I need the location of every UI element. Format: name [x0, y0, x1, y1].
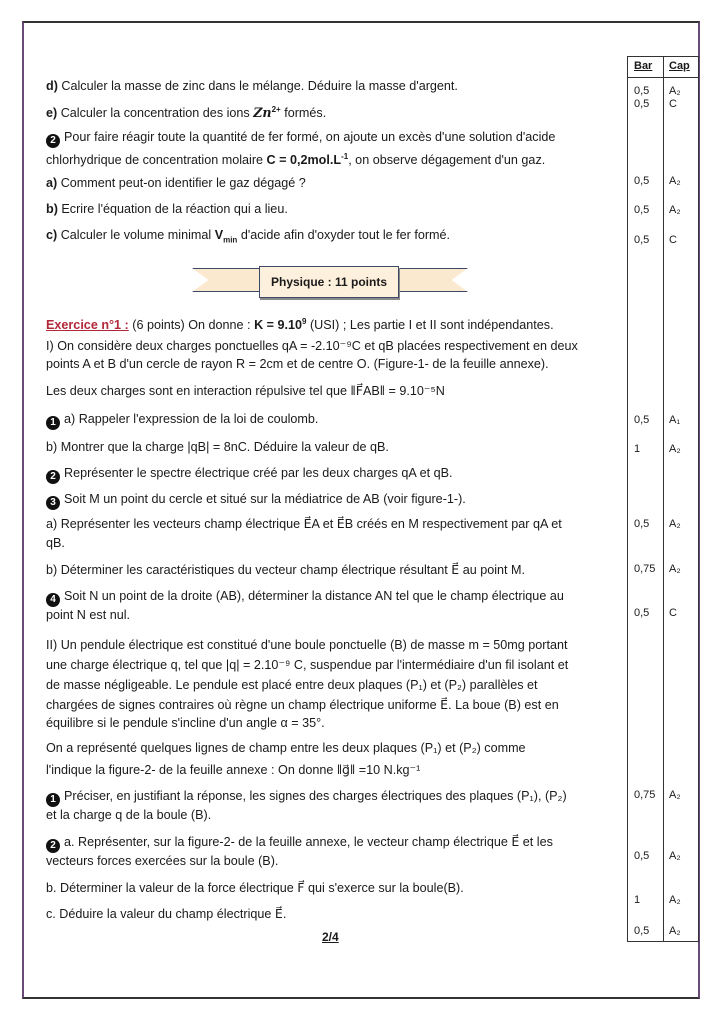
part2-question-2c: c. Déduire la valeur du champ électrique E⃗.: [46, 907, 287, 921]
question-e: e) Calculer la concentration des ions $Zn^{2+}$ formés.: [46, 105, 327, 121]
part2-line3: de masse négligeable. Le pendule est placé entre deux plaques (P₁) et (P₂) parallèles et: [46, 678, 538, 692]
question-2: 2 Représenter le spectre électrique créé par les deux charges qA et qB.: [46, 463, 616, 484]
cap-header: Cap: [669, 60, 690, 72]
number-4-icon: 4: [46, 593, 60, 607]
part2-line6: On a représenté quelques lignes de champ entre les deux plaques (P₁) et (P₂) comme: [46, 741, 526, 755]
question-3b: b) Déterminer les caractéristiques du vecteur champ électrique résultant E⃗ au point M.: [46, 563, 526, 577]
part2-question-2b: b. Déterminer la valeur de la force électrique F⃗ qui s'exerce sur la boule(B).: [46, 881, 464, 895]
question-d: d) Calculer la masse de zinc dans le mélange. Déduire la masse d'argent.: [46, 79, 458, 93]
number-2-icon: 2: [46, 134, 60, 148]
question-3: 3 Soit M un point du cercle et situé sur la médiatrice de AB (voir figure-1-).: [46, 489, 616, 510]
part2-question-2a-line2: vecteurs forces exercées sur la boule (B).: [46, 854, 279, 868]
physics-banner: [192, 262, 468, 302]
question-1b: b) Montrer que la charge |qB| = 8nC. Déduire la valeur de qB.: [46, 440, 389, 454]
grading-table: Bar Cap 0,5 A₂ 0,5 C 0,5 A₂ 0,5 A₂ 0,5 C 0,5 A₁ 1 A₂ 0,5 A₂ 0,75 A₂ 0,5 C 0,75 A₂ 0,5 A₂ 1 A₂ 0,5 A₂: [627, 56, 699, 942]
number-1-icon: 1: [46, 793, 60, 807]
number-1-icon: 1: [46, 416, 60, 430]
part2-question-1-line2: et la charge q de la boule (B).: [46, 808, 212, 822]
question-a-chem: a) Comment peut-on identifier le gaz dégagé ?: [46, 176, 306, 190]
question-b-chem: b) Ecrire l'équation de la réaction qui a lieu.: [46, 202, 288, 216]
part1-line3: Les deux charges sont en interaction répulsive tel que ‖F⃗AB‖ = 9.10⁻⁵N: [46, 384, 445, 398]
part2-line1: II) Un pendule électrique est constitué d'une boule ponctuelle (B) de masse m = 50mg portant: [46, 638, 568, 652]
grading-header: [628, 57, 698, 78]
question-2-chem-line2: chlorhydrique de concentration molaire $C = 0,2mol.L^{-1}$, on observe dégagement d'un gaz.: [46, 152, 546, 168]
question-4: 4 Soit N un point de la droite (AB), déterminer la distance AN tel que le champ électrique au: [46, 586, 616, 607]
part2-question-1: 1 Préciser, en justifiant la réponse, les signes des charges électriques des plaques (P₁), (P₂): [46, 786, 616, 807]
question-c-chem: c) Calculer le volume minimal $V_{min}$ d'acide afin d'oxyder tout le fer formé.: [46, 228, 451, 245]
part2-line4: chargées de signes contraires où règne un champ électrique uniforme E⃗. La boue (B) est en: [46, 698, 559, 712]
number-3-icon: 3: [46, 496, 60, 510]
bar-header: Bar: [634, 60, 653, 72]
question-2-chem: 2 Pour faire réagir toute la quantité de fer formé, on ajoute un excès d'une solution d'acide: [46, 127, 616, 148]
question-3a-line2: qB.: [46, 536, 65, 550]
part2-line2: une charge électrique q, tel que |q| = 2.10⁻⁹ C, suspendue par l'intermédiaire d'un fil isolant et: [46, 658, 569, 672]
part2-line5: équilibre si le pendule s'incline d'un angle α = 35°.: [46, 716, 325, 730]
part1-line2: points A et B d'un cercle de rayon R = 2cm et de centre O. (Figure-1- de la feuille annexe).: [46, 357, 549, 371]
exercise-title: Exercice n°1 : (6 points) On donne : $K = 9.10^9$ (USI) ; Les partie I et II sont indépendantes.: [46, 317, 554, 333]
part2-question-2a: 2 a. Représenter, sur la figure-2- de la feuille annexe, le vecteur champ électrique E⃗ et les: [46, 832, 616, 853]
part1-line1: I) On considère deux charges ponctuelles qA = -2.10⁻⁹C et qB placées respectivement en deux: [46, 339, 578, 353]
page-number: 2/4: [322, 930, 339, 944]
banner-label: Physique : 11 points: [259, 266, 399, 298]
question-1a: 1 a) Rappeler l'expression de la loi de coulomb.: [46, 409, 616, 430]
question-4-line2: point N est nul.: [46, 608, 131, 622]
number-2-icon: 2: [46, 470, 60, 484]
column-divider: [663, 57, 664, 941]
part2-line7: l'indique la figure-2- de la feuille annexe : On donne ‖g⃗‖ =10 N.kg⁻¹: [46, 763, 421, 777]
question-3a: a) Représenter les vecteurs champ électrique E⃗A et E⃗B créés en M respectivement par qA et: [46, 517, 562, 531]
number-2-icon: 2: [46, 839, 60, 853]
